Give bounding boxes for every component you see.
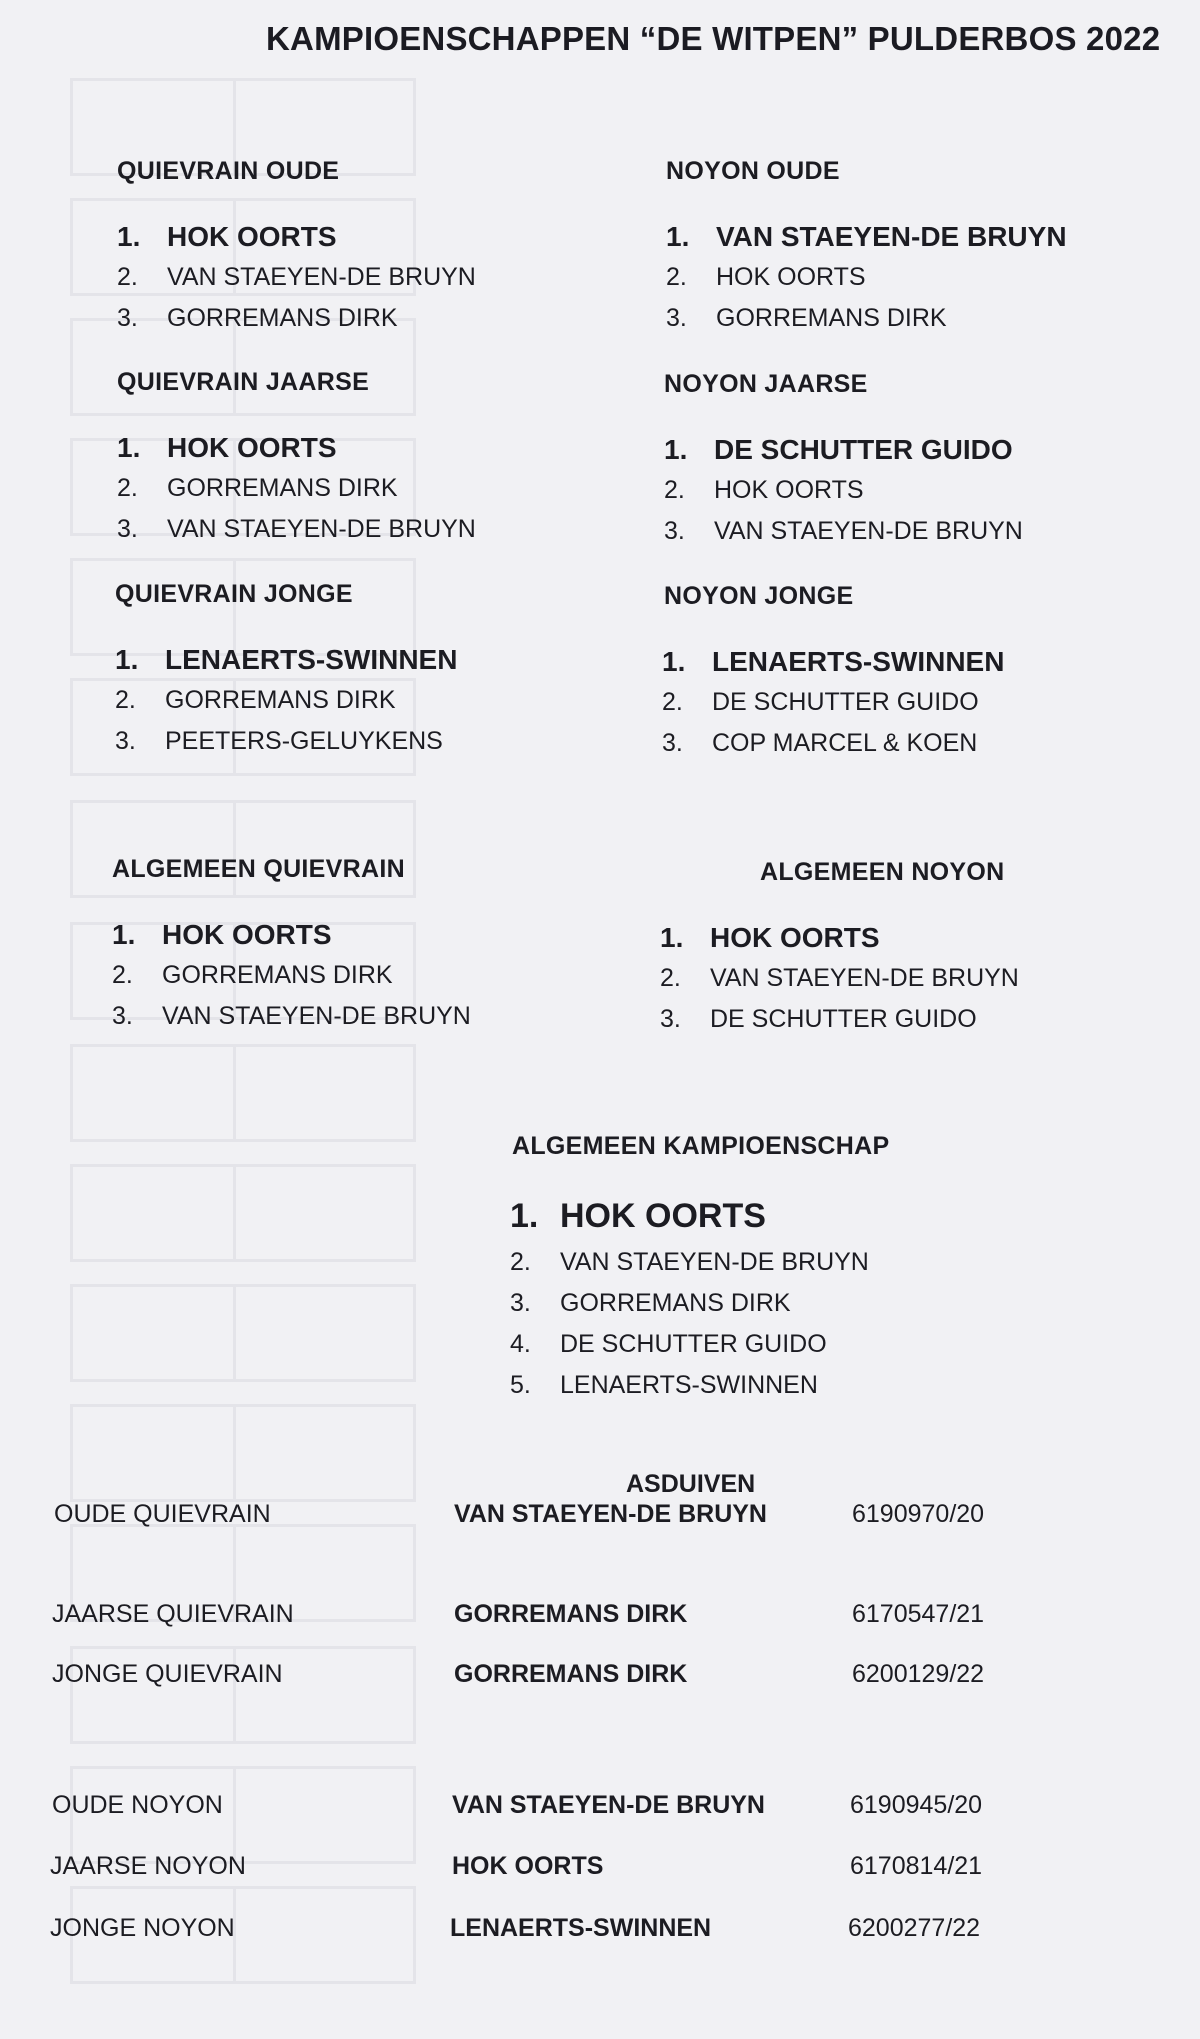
- list-item: 3. DE SCHUTTER GUIDO: [660, 1005, 977, 1033]
- list-item: 3. VAN STAEYEN-DE BRUYN: [664, 517, 1023, 545]
- name-cell: HOK OORTS: [452, 1852, 604, 1880]
- section-heading: NOYON JONGE: [664, 582, 854, 610]
- ranking-list: [117, 427, 476, 550]
- ring-number-cell: 6170547/21: [852, 1600, 985, 1628]
- list-item: 3. GORREMANS DIRK: [510, 1289, 791, 1317]
- ring-number-cell: 6200277/22: [848, 1914, 981, 1942]
- ranking-list: [117, 216, 476, 339]
- ranking-list: [664, 429, 1023, 552]
- list-item: 5. LENAERTS-SWINNEN: [510, 1371, 818, 1399]
- list-item: 2. VAN STAEYEN-DE BRUYN: [117, 263, 476, 291]
- list-item: 1. HOK OORTS: [510, 1197, 766, 1235]
- section-heading: ALGEMEEN KAMPIOENSCHAP: [512, 1132, 890, 1160]
- list-item: 3. PEETERS-GELUYKENS: [115, 727, 443, 755]
- ranking-list: [510, 1190, 869, 1406]
- list-item: 4. DE SCHUTTER GUIDO: [510, 1330, 827, 1358]
- ranking-list: [660, 917, 1019, 1040]
- category-cell: JONGE QUIEVRAIN: [52, 1660, 283, 1688]
- list-item: 1. HOK OORTS: [117, 432, 337, 463]
- ranking-list: [115, 639, 457, 762]
- name-cell: LENAERTS-SWINNEN: [450, 1914, 712, 1942]
- list-item: 2. GORREMANS DIRK: [117, 474, 398, 502]
- section-heading: ALGEMEEN NOYON: [760, 858, 1005, 886]
- ring-number-cell: 6200129/22: [852, 1660, 985, 1688]
- section-heading: NOYON OUDE: [666, 157, 840, 185]
- list-item: 3. GORREMANS DIRK: [666, 304, 947, 332]
- list-item: 1. HOK OORTS: [112, 919, 332, 950]
- list-item: 2. VAN STAEYEN-DE BRUYN: [510, 1248, 869, 1276]
- section-heading: QUIEVRAIN JAARSE: [117, 368, 370, 396]
- list-item: 2. HOK OORTS: [666, 263, 866, 291]
- category-cell: OUDE QUIEVRAIN: [54, 1500, 271, 1528]
- list-item: 2. GORREMANS DIRK: [112, 961, 393, 989]
- ranking-list: [666, 216, 1067, 339]
- list-item: 3. VAN STAEYEN-DE BRUYN: [117, 515, 476, 543]
- name-cell: VAN STAEYEN-DE BRUYN: [452, 1791, 765, 1819]
- list-item: 3. GORREMANS DIRK: [117, 304, 398, 332]
- section-heading: ALGEMEEN QUIEVRAIN: [112, 855, 405, 883]
- list-item: 3. VAN STAEYEN-DE BRUYN: [112, 1002, 471, 1030]
- ring-number-cell: 6190970/20: [852, 1500, 985, 1528]
- list-item: 2. GORREMANS DIRK: [115, 686, 396, 714]
- ranking-list: [112, 914, 471, 1037]
- list-item: 1. HOK OORTS: [660, 922, 880, 953]
- list-item: 1. LENAERTS-SWINNEN: [662, 646, 1005, 677]
- list-item: 2. HOK OORTS: [664, 476, 864, 504]
- list-item: 1. VAN STAEYEN-DE BRUYN: [666, 221, 1067, 252]
- asduiven-title: ASDUIVEN: [626, 1470, 756, 1498]
- list-item: 3. COP MARCEL & KOEN: [662, 729, 978, 757]
- category-cell: JONGE NOYON: [50, 1914, 235, 1942]
- category-cell: JAARSE NOYON: [50, 1852, 246, 1880]
- page-title: KAMPIOENSCHAPPEN “DE WITPEN” PULDERBOS 2022: [266, 20, 1161, 57]
- section-heading: NOYON JAARSE: [664, 370, 868, 398]
- table-row: [0, 1791, 1200, 1825]
- ring-number-cell: 6190945/20: [850, 1791, 983, 1819]
- category-cell: JAARSE QUIEVRAIN: [52, 1600, 294, 1628]
- name-cell: GORREMANS DIRK: [454, 1600, 688, 1628]
- list-item: 2. VAN STAEYEN-DE BRUYN: [660, 964, 1019, 992]
- table-row: [0, 1600, 1200, 1634]
- section-heading: QUIEVRAIN OUDE: [117, 157, 340, 185]
- name-cell: GORREMANS DIRK: [454, 1660, 688, 1688]
- list-item: 1. DE SCHUTTER GUIDO: [664, 434, 1013, 465]
- category-cell: OUDE NOYON: [52, 1791, 223, 1819]
- table-row: [0, 1660, 1200, 1694]
- list-item: 1. HOK OORTS: [117, 221, 337, 252]
- list-item: 2. DE SCHUTTER GUIDO: [662, 688, 979, 716]
- table-row: [0, 1914, 1200, 1948]
- name-cell: VAN STAEYEN-DE BRUYN: [454, 1500, 767, 1528]
- list-item: 1. LENAERTS-SWINNEN: [115, 644, 458, 675]
- section-heading: QUIEVRAIN JONGE: [115, 580, 353, 608]
- ranking-list: [662, 641, 1004, 764]
- ring-number-cell: 6170814/21: [850, 1852, 983, 1880]
- table-row: [0, 1500, 1200, 1534]
- table-row: [0, 1852, 1200, 1886]
